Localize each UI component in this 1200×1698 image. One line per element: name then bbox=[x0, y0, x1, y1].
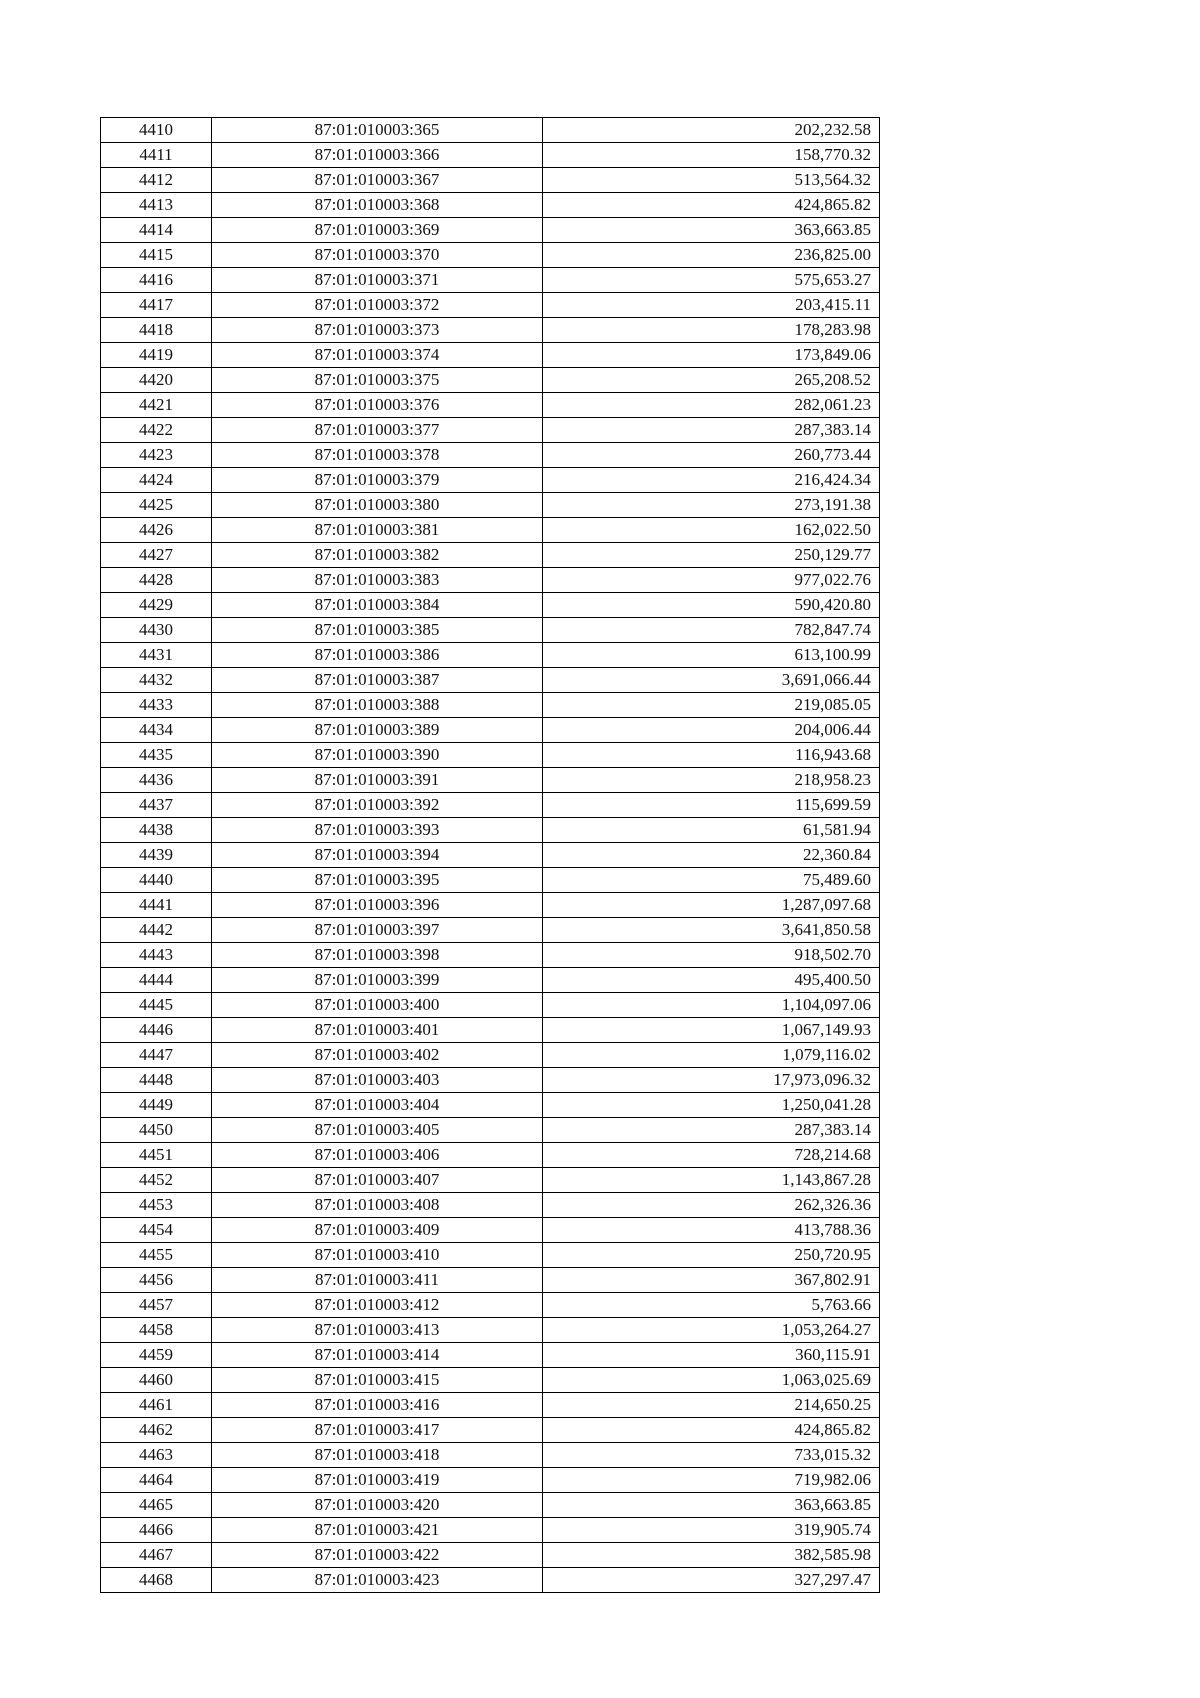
table-row bbox=[101, 643, 880, 668]
value-cell: 1,067,149.93 bbox=[543, 1018, 880, 1043]
value-cell: 115,699.59 bbox=[543, 793, 880, 818]
cadastral-number-cell: 87:01:010003:389 bbox=[212, 718, 543, 743]
cadastral-number-cell: 87:01:010003:414 bbox=[212, 1343, 543, 1368]
value-cell: 265,208.52 bbox=[543, 368, 880, 393]
value-cell: 3,691,066.44 bbox=[543, 668, 880, 693]
table-row bbox=[101, 443, 880, 468]
value-cell: 1,063,025.69 bbox=[543, 1368, 880, 1393]
table-row bbox=[101, 143, 880, 168]
row-number-cell: 4422 bbox=[101, 418, 212, 443]
row-number-cell: 4468 bbox=[101, 1568, 212, 1593]
cadastral-number-cell: 87:01:010003:411 bbox=[212, 1268, 543, 1293]
row-number-cell: 4460 bbox=[101, 1368, 212, 1393]
value-cell: 719,982.06 bbox=[543, 1468, 880, 1493]
table-row bbox=[101, 218, 880, 243]
cadastral-number-cell: 87:01:010003:373 bbox=[212, 318, 543, 343]
table-row bbox=[101, 843, 880, 868]
value-cell: 250,720.95 bbox=[543, 1243, 880, 1268]
cadastral-number-cell: 87:01:010003:407 bbox=[212, 1168, 543, 1193]
cadastral-number-cell: 87:01:010003:372 bbox=[212, 293, 543, 318]
row-number-cell: 4430 bbox=[101, 618, 212, 643]
row-number-cell: 4411 bbox=[101, 143, 212, 168]
value-cell: 363,663.85 bbox=[543, 218, 880, 243]
value-cell: 1,053,264.27 bbox=[543, 1318, 880, 1343]
cadastral-number-cell: 87:01:010003:402 bbox=[212, 1043, 543, 1068]
value-cell: 287,383.14 bbox=[543, 418, 880, 443]
cadastral-number-cell: 87:01:010003:393 bbox=[212, 818, 543, 843]
table-row bbox=[101, 418, 880, 443]
row-number-cell: 4420 bbox=[101, 368, 212, 393]
value-cell: 367,802.91 bbox=[543, 1268, 880, 1293]
table-row bbox=[101, 1243, 880, 1268]
row-number-cell: 4414 bbox=[101, 218, 212, 243]
table-body bbox=[101, 118, 880, 1593]
table-row bbox=[101, 1268, 880, 1293]
row-number-cell: 4461 bbox=[101, 1393, 212, 1418]
value-cell: 513,564.32 bbox=[543, 168, 880, 193]
row-number-cell: 4452 bbox=[101, 1168, 212, 1193]
table-row bbox=[101, 1568, 880, 1593]
cadastral-number-cell: 87:01:010003:403 bbox=[212, 1068, 543, 1093]
table-row bbox=[101, 1393, 880, 1418]
table-row bbox=[101, 543, 880, 568]
table-row bbox=[101, 1143, 880, 1168]
row-number-cell: 4443 bbox=[101, 943, 212, 968]
table-row bbox=[101, 968, 880, 993]
value-cell: 728,214.68 bbox=[543, 1143, 880, 1168]
table-row bbox=[101, 468, 880, 493]
table-row bbox=[101, 1368, 880, 1393]
row-number-cell: 4455 bbox=[101, 1243, 212, 1268]
cadastral-number-cell: 87:01:010003:416 bbox=[212, 1393, 543, 1418]
row-number-cell: 4436 bbox=[101, 768, 212, 793]
table-row bbox=[101, 693, 880, 718]
row-number-cell: 4453 bbox=[101, 1193, 212, 1218]
value-cell: 382,585.98 bbox=[543, 1543, 880, 1568]
cadastral-number-cell: 87:01:010003:410 bbox=[212, 1243, 543, 1268]
cadastral-number-cell: 87:01:010003:396 bbox=[212, 893, 543, 918]
table-row bbox=[101, 993, 880, 1018]
value-cell: 1,143,867.28 bbox=[543, 1168, 880, 1193]
table-row bbox=[101, 1218, 880, 1243]
value-cell: 17,973,096.32 bbox=[543, 1068, 880, 1093]
value-cell: 173,849.06 bbox=[543, 343, 880, 368]
cadastral-number-cell: 87:01:010003:415 bbox=[212, 1368, 543, 1393]
table-row bbox=[101, 793, 880, 818]
value-cell: 1,079,116.02 bbox=[543, 1043, 880, 1068]
cadastral-number-cell: 87:01:010003:380 bbox=[212, 493, 543, 518]
cadastral-number-cell: 87:01:010003:397 bbox=[212, 918, 543, 943]
value-cell: 495,400.50 bbox=[543, 968, 880, 993]
row-number-cell: 4459 bbox=[101, 1343, 212, 1368]
cadastral-number-cell: 87:01:010003:374 bbox=[212, 343, 543, 368]
cadastral-number-cell: 87:01:010003:376 bbox=[212, 393, 543, 418]
cadastral-number-cell: 87:01:010003:406 bbox=[212, 1143, 543, 1168]
table-row bbox=[101, 743, 880, 768]
row-number-cell: 4431 bbox=[101, 643, 212, 668]
value-cell: 1,104,097.06 bbox=[543, 993, 880, 1018]
value-cell: 219,085.05 bbox=[543, 693, 880, 718]
value-cell: 424,865.82 bbox=[543, 193, 880, 218]
row-number-cell: 4433 bbox=[101, 693, 212, 718]
table-row bbox=[101, 368, 880, 393]
cadastral-number-cell: 87:01:010003:405 bbox=[212, 1118, 543, 1143]
table-row bbox=[101, 268, 880, 293]
row-number-cell: 4440 bbox=[101, 868, 212, 893]
cadastral-number-cell: 87:01:010003:417 bbox=[212, 1418, 543, 1443]
table-row bbox=[101, 1118, 880, 1143]
cadastral-number-cell: 87:01:010003:378 bbox=[212, 443, 543, 468]
row-number-cell: 4435 bbox=[101, 743, 212, 768]
table-row bbox=[101, 293, 880, 318]
table-row bbox=[101, 818, 880, 843]
table-row bbox=[101, 1193, 880, 1218]
value-cell: 260,773.44 bbox=[543, 443, 880, 468]
row-number-cell: 4441 bbox=[101, 893, 212, 918]
cadastral-number-cell: 87:01:010003:379 bbox=[212, 468, 543, 493]
cadastral-number-cell: 87:01:010003:394 bbox=[212, 843, 543, 868]
cadastral-number-cell: 87:01:010003:383 bbox=[212, 568, 543, 593]
row-number-cell: 4421 bbox=[101, 393, 212, 418]
row-number-cell: 4451 bbox=[101, 1143, 212, 1168]
row-number-cell: 4467 bbox=[101, 1543, 212, 1568]
table-row bbox=[101, 943, 880, 968]
cadastral-number-cell: 87:01:010003:371 bbox=[212, 268, 543, 293]
row-number-cell: 4424 bbox=[101, 468, 212, 493]
table-row bbox=[101, 1318, 880, 1343]
row-number-cell: 4449 bbox=[101, 1093, 212, 1118]
cadastral-number-cell: 87:01:010003:375 bbox=[212, 368, 543, 393]
row-number-cell: 4432 bbox=[101, 668, 212, 693]
value-cell: 1,287,097.68 bbox=[543, 893, 880, 918]
cadastral-number-cell: 87:01:010003:391 bbox=[212, 768, 543, 793]
row-number-cell: 4417 bbox=[101, 293, 212, 318]
table-row bbox=[101, 518, 880, 543]
row-number-cell: 4428 bbox=[101, 568, 212, 593]
row-number-cell: 4419 bbox=[101, 343, 212, 368]
cadastral-number-cell: 87:01:010003:423 bbox=[212, 1568, 543, 1593]
cadastral-number-cell: 87:01:010003:385 bbox=[212, 618, 543, 643]
cadastral-number-cell: 87:01:010003:382 bbox=[212, 543, 543, 568]
table-row bbox=[101, 1043, 880, 1068]
value-cell: 22,360.84 bbox=[543, 843, 880, 868]
value-cell: 203,415.11 bbox=[543, 293, 880, 318]
row-number-cell: 4413 bbox=[101, 193, 212, 218]
value-cell: 262,326.36 bbox=[543, 1193, 880, 1218]
row-number-cell: 4427 bbox=[101, 543, 212, 568]
value-cell: 5,763.66 bbox=[543, 1293, 880, 1318]
cadastral-number-cell: 87:01:010003:366 bbox=[212, 143, 543, 168]
value-cell: 75,489.60 bbox=[543, 868, 880, 893]
table-row bbox=[101, 668, 880, 693]
table-row bbox=[101, 168, 880, 193]
cadastral-number-cell: 87:01:010003:412 bbox=[212, 1293, 543, 1318]
cadastral-number-cell: 87:01:010003:420 bbox=[212, 1493, 543, 1518]
value-cell: 613,100.99 bbox=[543, 643, 880, 668]
table-row bbox=[101, 1168, 880, 1193]
table-row bbox=[101, 918, 880, 943]
row-number-cell: 4425 bbox=[101, 493, 212, 518]
cadastral-number-cell: 87:01:010003:384 bbox=[212, 593, 543, 618]
cadastral-number-cell: 87:01:010003:413 bbox=[212, 1318, 543, 1343]
table-row bbox=[101, 568, 880, 593]
value-cell: 3,641,850.58 bbox=[543, 918, 880, 943]
value-cell: 216,424.34 bbox=[543, 468, 880, 493]
table-row bbox=[101, 1018, 880, 1043]
table-row bbox=[101, 193, 880, 218]
cadastral-number-cell: 87:01:010003:369 bbox=[212, 218, 543, 243]
cadastral-number-cell: 87:01:010003:395 bbox=[212, 868, 543, 893]
cadastral-number-cell: 87:01:010003:398 bbox=[212, 943, 543, 968]
value-cell: 61,581.94 bbox=[543, 818, 880, 843]
value-cell: 424,865.82 bbox=[543, 1418, 880, 1443]
row-number-cell: 4426 bbox=[101, 518, 212, 543]
row-number-cell: 4445 bbox=[101, 993, 212, 1018]
row-number-cell: 4418 bbox=[101, 318, 212, 343]
row-number-cell: 4446 bbox=[101, 1018, 212, 1043]
row-number-cell: 4458 bbox=[101, 1318, 212, 1343]
cadastral-number-cell: 87:01:010003:388 bbox=[212, 693, 543, 718]
value-cell: 282,061.23 bbox=[543, 393, 880, 418]
table-row bbox=[101, 1343, 880, 1368]
cadastral-number-cell: 87:01:010003:365 bbox=[212, 118, 543, 143]
value-cell: 218,958.23 bbox=[543, 768, 880, 793]
cadastral-number-cell: 87:01:010003:421 bbox=[212, 1518, 543, 1543]
value-cell: 202,232.58 bbox=[543, 118, 880, 143]
table-row bbox=[101, 593, 880, 618]
table-row bbox=[101, 1093, 880, 1118]
value-cell: 236,825.00 bbox=[543, 243, 880, 268]
value-cell: 590,420.80 bbox=[543, 593, 880, 618]
row-number-cell: 4442 bbox=[101, 918, 212, 943]
cadastral-number-cell: 87:01:010003:401 bbox=[212, 1018, 543, 1043]
value-cell: 977,022.76 bbox=[543, 568, 880, 593]
cadastral-number-cell: 87:01:010003:381 bbox=[212, 518, 543, 543]
cadastral-number-cell: 87:01:010003:404 bbox=[212, 1093, 543, 1118]
row-number-cell: 4415 bbox=[101, 243, 212, 268]
row-number-cell: 4444 bbox=[101, 968, 212, 993]
value-cell: 273,191.38 bbox=[543, 493, 880, 518]
row-number-cell: 4454 bbox=[101, 1218, 212, 1243]
value-cell: 116,943.68 bbox=[543, 743, 880, 768]
cadastral-number-cell: 87:01:010003:387 bbox=[212, 668, 543, 693]
row-number-cell: 4447 bbox=[101, 1043, 212, 1068]
row-number-cell: 4448 bbox=[101, 1068, 212, 1093]
table-row bbox=[101, 893, 880, 918]
table-row bbox=[101, 1518, 880, 1543]
table-row bbox=[101, 1293, 880, 1318]
row-number-cell: 4438 bbox=[101, 818, 212, 843]
value-cell: 363,663.85 bbox=[543, 1493, 880, 1518]
cadastral-value-table bbox=[100, 117, 880, 1593]
row-number-cell: 4423 bbox=[101, 443, 212, 468]
row-number-cell: 4462 bbox=[101, 1418, 212, 1443]
row-number-cell: 4439 bbox=[101, 843, 212, 868]
value-cell: 162,022.50 bbox=[543, 518, 880, 543]
cadastral-number-cell: 87:01:010003:400 bbox=[212, 993, 543, 1018]
value-cell: 287,383.14 bbox=[543, 1118, 880, 1143]
cadastral-number-cell: 87:01:010003:419 bbox=[212, 1468, 543, 1493]
cadastral-number-cell: 87:01:010003:370 bbox=[212, 243, 543, 268]
row-number-cell: 4466 bbox=[101, 1518, 212, 1543]
row-number-cell: 4412 bbox=[101, 168, 212, 193]
table-row bbox=[101, 1468, 880, 1493]
table-row bbox=[101, 868, 880, 893]
row-number-cell: 4465 bbox=[101, 1493, 212, 1518]
row-number-cell: 4463 bbox=[101, 1443, 212, 1468]
table-row bbox=[101, 1068, 880, 1093]
row-number-cell: 4429 bbox=[101, 593, 212, 618]
value-cell: 319,905.74 bbox=[543, 1518, 880, 1543]
value-cell: 360,115.91 bbox=[543, 1343, 880, 1368]
value-cell: 158,770.32 bbox=[543, 143, 880, 168]
value-cell: 918,502.70 bbox=[543, 943, 880, 968]
row-number-cell: 4434 bbox=[101, 718, 212, 743]
row-number-cell: 4457 bbox=[101, 1293, 212, 1318]
table-row bbox=[101, 243, 880, 268]
row-number-cell: 4456 bbox=[101, 1268, 212, 1293]
value-cell: 575,653.27 bbox=[543, 268, 880, 293]
value-cell: 250,129.77 bbox=[543, 543, 880, 568]
value-cell: 1,250,041.28 bbox=[543, 1093, 880, 1118]
table-row bbox=[101, 318, 880, 343]
value-cell: 327,297.47 bbox=[543, 1568, 880, 1593]
value-cell: 782,847.74 bbox=[543, 618, 880, 643]
row-number-cell: 4410 bbox=[101, 118, 212, 143]
cadastral-number-cell: 87:01:010003:368 bbox=[212, 193, 543, 218]
cadastral-number-cell: 87:01:010003:422 bbox=[212, 1543, 543, 1568]
row-number-cell: 4464 bbox=[101, 1468, 212, 1493]
row-number-cell: 4450 bbox=[101, 1118, 212, 1143]
table-row bbox=[101, 618, 880, 643]
table-row bbox=[101, 393, 880, 418]
cadastral-number-cell: 87:01:010003:409 bbox=[212, 1218, 543, 1243]
value-cell: 178,283.98 bbox=[543, 318, 880, 343]
value-cell: 204,006.44 bbox=[543, 718, 880, 743]
table-row bbox=[101, 718, 880, 743]
table-row bbox=[101, 1493, 880, 1518]
value-cell: 413,788.36 bbox=[543, 1218, 880, 1243]
table-row bbox=[101, 343, 880, 368]
cadastral-number-cell: 87:01:010003:399 bbox=[212, 968, 543, 993]
table-row bbox=[101, 1418, 880, 1443]
row-number-cell: 4416 bbox=[101, 268, 212, 293]
cadastral-number-cell: 87:01:010003:377 bbox=[212, 418, 543, 443]
table-row bbox=[101, 493, 880, 518]
cadastral-number-cell: 87:01:010003:367 bbox=[212, 168, 543, 193]
table-row bbox=[101, 768, 880, 793]
cadastral-number-cell: 87:01:010003:390 bbox=[212, 743, 543, 768]
table-row bbox=[101, 118, 880, 143]
cadastral-number-cell: 87:01:010003:392 bbox=[212, 793, 543, 818]
cadastral-number-cell: 87:01:010003:408 bbox=[212, 1193, 543, 1218]
row-number-cell: 4437 bbox=[101, 793, 212, 818]
cadastral-number-cell: 87:01:010003:386 bbox=[212, 643, 543, 668]
value-cell: 214,650.25 bbox=[543, 1393, 880, 1418]
table-row bbox=[101, 1443, 880, 1468]
table-row bbox=[101, 1543, 880, 1568]
cadastral-number-cell: 87:01:010003:418 bbox=[212, 1443, 543, 1468]
value-cell: 733,015.32 bbox=[543, 1443, 880, 1468]
